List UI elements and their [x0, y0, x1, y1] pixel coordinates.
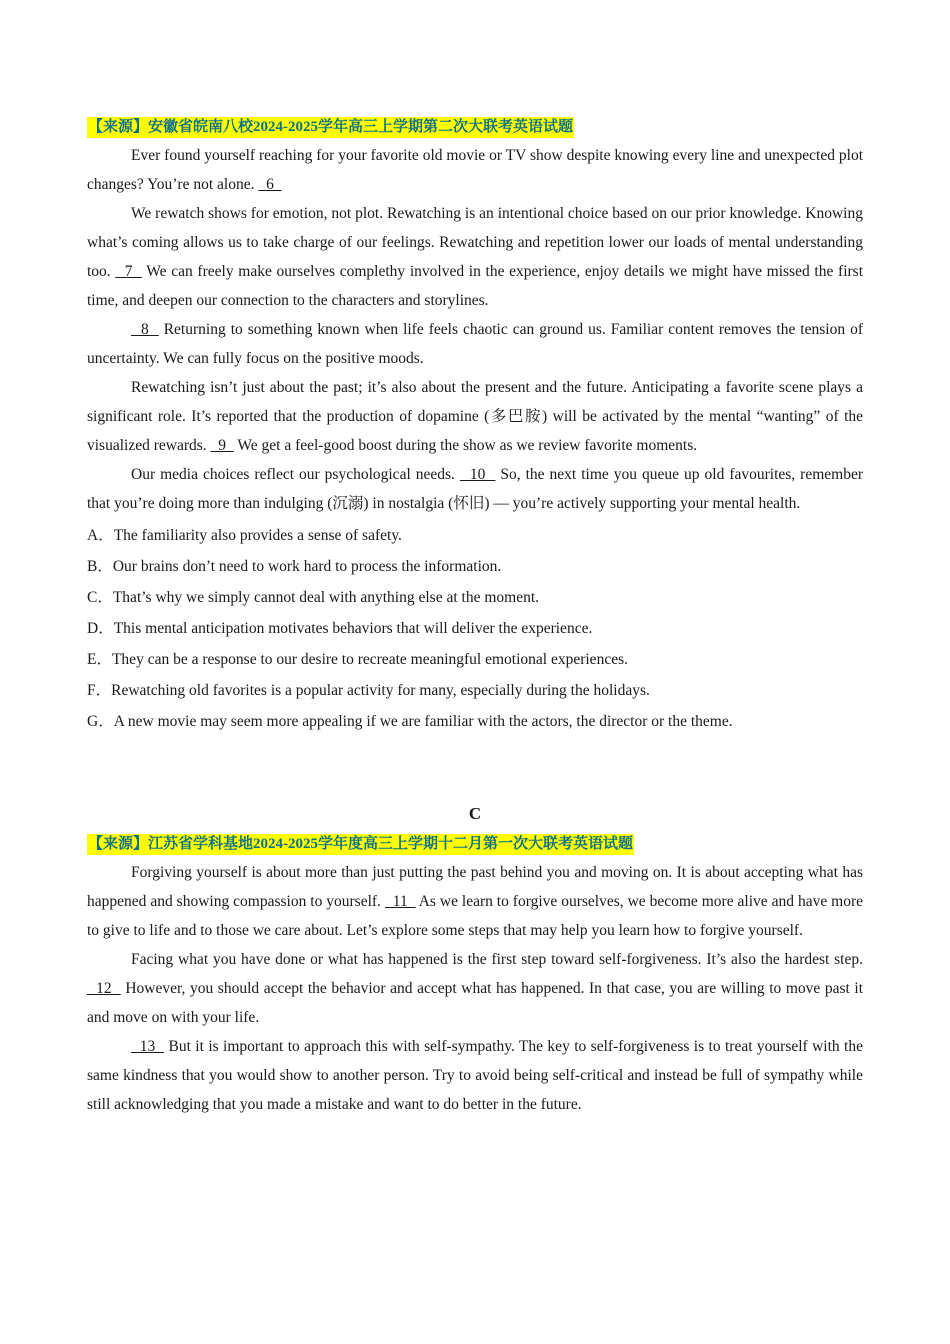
paragraph: We rewatch shows for emotion, not plot. Rewatching is an intentional choice based on our prior knowledge. Knowing what’s coming allows us to take charge of our feelings. Rewatching and repetition lower our loads of mental understanding too. 7 We can freely make ourselves complethy involved in the experience, enjoy details we might have missed the first time, and deepen our connection to the characters and storylines.	[87, 205, 863, 309]
option-f: F．Rewatching old favorites is a popular activity for many, especially during the holidays.	[87, 682, 650, 699]
document-page	[87, 112, 863, 1119]
option-b: B．Our brains don’t need to work hard to process the information.	[87, 558, 502, 575]
blank-9: 9	[210, 437, 234, 454]
section-heading: C	[468, 804, 482, 823]
option-e: E．They can be a response to our desire to recreate meaningful emotional experiences.	[87, 651, 628, 668]
option-g: G．A new movie may seem more appealing if we are familiar with the actors, the director or the theme.	[87, 713, 733, 730]
paragraph: 13 But it is important to approach this with self-sympathy. The key to self-forgiveness is to treat yourself with the same kindness that you would show to another person. Try to avoid being self-critical and instead be full of sympathy while still acknowledging that you made a mistake and want to do better in the future.	[87, 1038, 863, 1113]
option-c: C．That’s why we simply cannot deal with anything else at the moment.	[87, 589, 540, 606]
paragraph: Rewatching isn’t just about the past; it’s also about the present and the future. Anticipating a favorite scene plays a significant role. It’s reported that the production of dopamine (多巴胺) will be activated by the mental “wanting” of the visualized rewards. 9 We get a feel-good boost during the show as we review favorite moments.	[87, 379, 863, 454]
paragraph: Forgiving yourself is about more than just putting the past behind you and moving on. It is about accepting what has happened and showing compassion to yourself. 11 As we learn to forgive ourselves, we become more alive and have more to give to life and to those we care about. Let’s explore some steps that may help you learn how to forgive yourself.	[87, 864, 863, 939]
source-label-c: 【来源】江苏省学科基地2024-2025学年度高三上学期十二月第一次大联考英语试题	[87, 834, 634, 855]
option-d: D．This mental anticipation motivates behaviors that will deliver the experience.	[87, 620, 593, 637]
blank-7: 7	[115, 263, 142, 280]
blank-10: 10	[459, 466, 496, 483]
paragraph: Facing what you have done or what has happened is the first step toward self-forgiveness. It’s also the hardest step. 12 However, you should accept the behavior and accept what has happened. In that case, you are willing to move past it and move on with your life.	[87, 951, 864, 1026]
blank-6: 6	[258, 176, 282, 193]
option-a: A．The familiarity also provides a sense of safety.	[87, 527, 402, 544]
paragraph: 8 Returning to something known when life feels chaotic can ground us. Familiar content removes the tension of uncertainty. We can fully focus on the positive moods.	[87, 321, 863, 367]
blank-12: 12	[87, 980, 121, 997]
paragraph: Ever found yourself reaching for your favorite old movie or TV show despite knowing every line and unexpected plot changes? You’re not alone. 6	[87, 147, 863, 193]
paragraph: Our media choices reflect our psychological needs. 10 So, the next time you queue up old favourites, remember that you’re doing more than indulging (沉溺) in nostalgia (怀旧) — you’re actively supporting your mental health.	[87, 466, 863, 512]
answer-options	[87, 520, 863, 737]
source-label-b: 【来源】安徽省皖南八校2024-2025学年高三上学期第二次大联考英语试题	[87, 117, 574, 138]
blank-13: 13	[131, 1038, 165, 1055]
blank-8: 8	[131, 321, 159, 338]
blank-11: 11	[384, 893, 416, 910]
